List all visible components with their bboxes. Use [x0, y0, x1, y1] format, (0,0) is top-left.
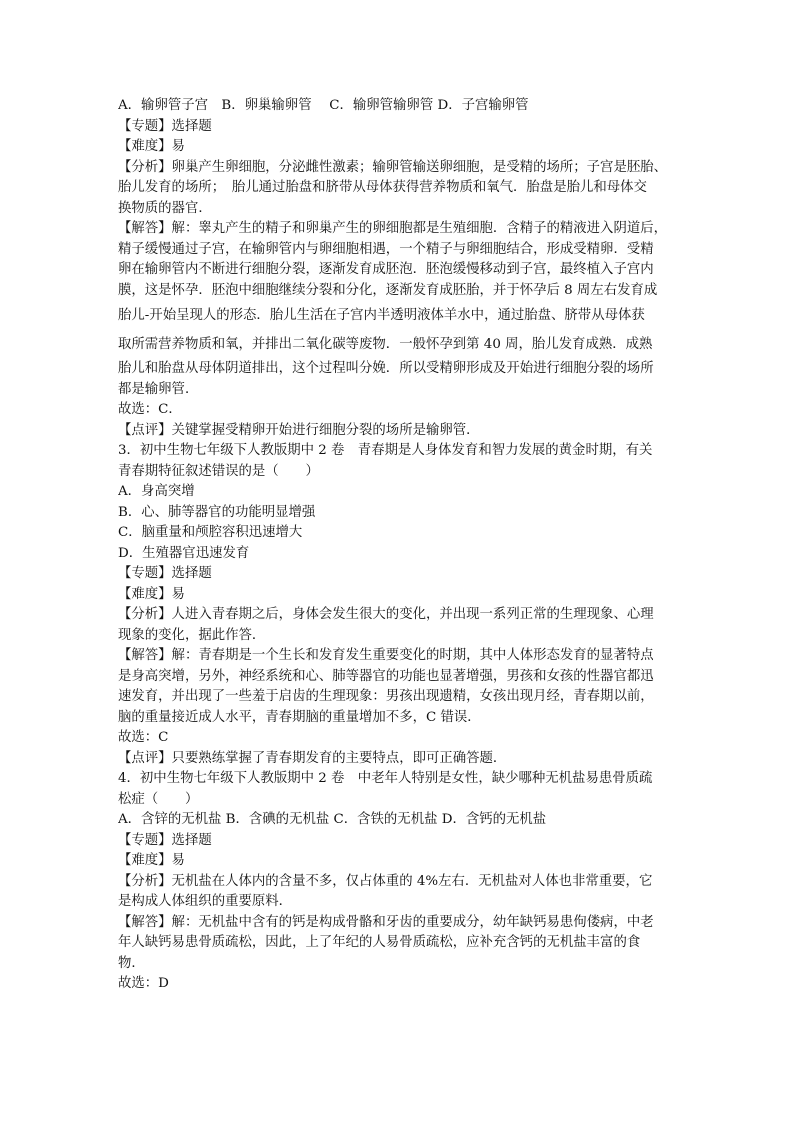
answer-line: 【解答】解：睾丸产生的精子和卵巢产生的卵细胞都是生殖细胞．含精子的精液进入阴道后，: [118, 221, 668, 236]
difficulty-label-q4: 【难度】易: [118, 853, 185, 868]
question-3-option-b: B．心、肺等器官的功能明显增强: [118, 504, 316, 520]
answer-line: 【解答】解：无机盐中含有的钙是构成骨骼和牙齿的重要成分，幼年缺钙易患佝偻病，中老: [118, 914, 654, 930]
answer-line: 膜，这是怀孕．胚泡中细胞继续分裂和分化，逐渐发育成胚胎，并于怀孕后 8 周左右发育成: [118, 282, 658, 298]
difficulty-label-q2: 【难度】易: [118, 139, 185, 154]
choice-result-q3: 故选：C: [118, 730, 169, 745]
answer-line: 卵在输卵管内不断进行细胞分裂，逐渐发育成胚泡．胚泡缓慢移动到子宫，最终植入子宫内: [118, 262, 654, 277]
topic-label-q4: 【专题】选择题: [118, 832, 212, 848]
topic-label-q2: 【专题】选择题: [118, 118, 212, 134]
comment-line-q3: 【点评】只要熟练掌握了青春期发育的主要特点，即可正确答题．: [118, 750, 507, 766]
answer-line: 胎儿-开始呈现人的形态．胎儿生活在子宫内半透明液体羊水中，通过胎盘、脐带从母体获: [118, 308, 645, 323]
topic-label-q3: 【专题】选择题: [118, 566, 212, 581]
difficulty-label-q3: 【难度】易: [118, 586, 185, 602]
analysis-line: 胎儿发育的场所； 胎儿通过胎盘和脐带从母体获得营养物质和氧气．胎盘是胎儿和母体交: [118, 180, 647, 195]
option-line-q2: A．输卵管子宫 B．卵巢输卵管 C．输卵管输卵管 D．子宫输卵管: [118, 98, 529, 113]
question-4-stem: 松症（ ）: [118, 791, 199, 807]
answer-line: 精子缓慢通过子宫，在输卵管内与卵细胞相遇，一个精子与卵细胞结合，形成受精卵．受精: [118, 241, 654, 257]
question-3-option-c: C．脑重量和颅腔容积迅速增大: [118, 525, 303, 540]
comment-line-q2: 【点评】关键掌握受精卵开始进行细胞分裂的场所是输卵管．: [118, 422, 480, 438]
answer-line: 脑的重量接近成人水平，青春期脑的重量增加不多，C 错误．: [118, 709, 481, 725]
answer-line: 物．: [118, 955, 145, 971]
question-4-stem: 4．初中生物七年级下人教版期中 2 卷 中老年人特别是女性，缺少哪种无机盐易患骨质疏: [118, 771, 653, 786]
question-3-option-d: D．生殖器官迅速发育: [118, 545, 250, 561]
answer-line: 【解答】解：青春期是一个生长和发育发生重要变化的时期，其中人体形态发育的显著特点: [118, 648, 654, 663]
question-3-stem: 3．初中生物七年级下人教版期中 2 卷 青春期是人身体发育和智力发展的黄金时期，有关: [118, 443, 653, 458]
answer-line: 是身高突增，另外，神经系统和心、肺等器官的功能也显著增强，男孩和女孩的性器官都迅: [118, 668, 654, 684]
choice-result-q2: 故选：C．: [118, 402, 182, 417]
question-3-stem: 青春期特征叙述错误的是（ ）: [118, 463, 319, 479]
question-4-options: A．含锌的无机盐 B．含碘的无机盐 C．含铁的无机盐 D．含钙的无机盐: [118, 812, 547, 827]
answer-line: 取所需营养物质和氧，并排出二氧化碳等废物．一般怀孕到第 40 周，胎儿发育成熟．成熟: [118, 337, 653, 352]
choice-result-q4: 故选：D: [118, 976, 169, 991]
answer-line: 年人缺钙易患骨质疏松，因此，上了年纪的人易骨质疏松，应补充含钙的无机盐丰富的食: [118, 935, 641, 950]
question-3-option-a: A．身高突增: [118, 484, 195, 499]
analysis-line: 是构成人体组织的重要原料．: [118, 894, 293, 909]
analysis-line: 换物质的器官．: [118, 200, 212, 216]
answer-line: 速发育，并出现了一些羞于启齿的生理现象：男孩出现遗精，女孩出现月经，青春期以前，: [118, 689, 654, 704]
answer-line: 胎儿和胎盘从母体阴道排出，这个过程叫分娩．所以受精卵形成及开始进行细胞分裂的场所: [118, 361, 654, 376]
page-content: [118, 96, 678, 995]
analysis-line: 【分析】卵巢产生卵细胞，分泌雌性激素；输卵管输送卵细胞，是受精的场所；子宫是胚胎、: [118, 159, 668, 175]
analysis-line: 【分析】无机盐在人体内的含量不多，仅占体重的 4%左右．无机盐对人体也非常重要，它: [118, 873, 653, 889]
analysis-line: 现象的变化，据此作答．: [118, 627, 266, 643]
answer-line: 都是输卵管．: [118, 381, 199, 397]
analysis-line: 【分析】人进入青春期之后，身体会发生很大的变化，并出现一系列正常的生理现象、心理: [118, 607, 654, 622]
